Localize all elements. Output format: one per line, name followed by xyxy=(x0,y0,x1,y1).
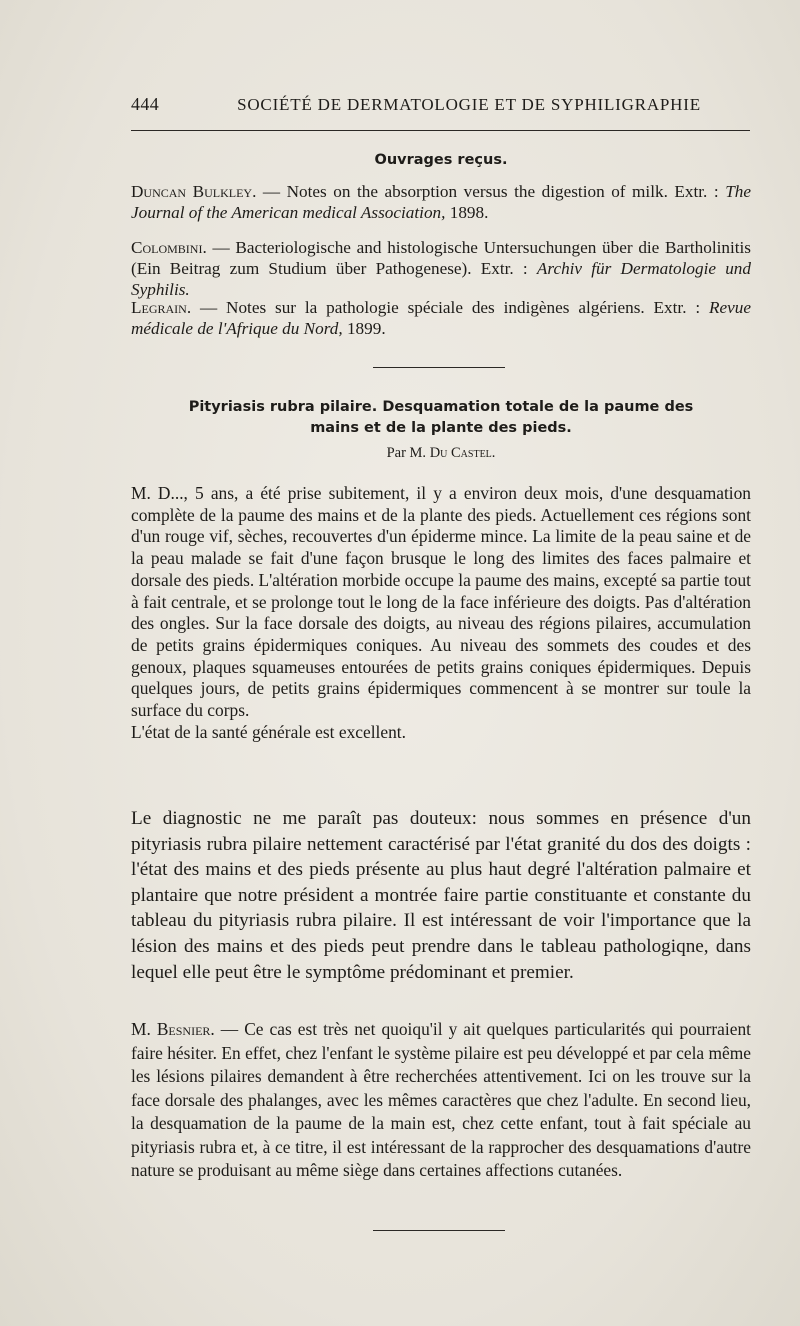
diagnosis-discussion xyxy=(131,806,751,985)
reference-entry xyxy=(131,297,751,339)
running-header xyxy=(131,94,751,115)
reference-author: Colombini. xyxy=(131,238,207,257)
article-title-line: mains et de la plante des pieds. xyxy=(310,420,572,436)
reference-journal: Archiv für Dermatologie und Syphilis. xyxy=(131,259,751,299)
speaker-name: Besnier. xyxy=(156,1019,215,1039)
reference-author: Duncan Bulkley. xyxy=(131,182,257,201)
paragraph xyxy=(131,1018,751,1183)
section-divider xyxy=(373,367,505,368)
reference-tail: 1898. xyxy=(445,203,489,222)
reference-journal: Revue médicale de l'Afrique du Nord, xyxy=(131,298,751,338)
case-report xyxy=(131,483,751,743)
reference-entry xyxy=(131,181,751,223)
reference-text: — Notes on the absorption versus the digestion of milk. Extr. : xyxy=(256,182,726,201)
article-title-line: Pityriasis rubra pilaire. Desquamation totale de la paume des xyxy=(188,399,694,415)
paragraph: Le diagnostic ne me paraît pas douteux: nous sommes en présence d'un pityriasis rubra pilaire nettement caractérisé par l'état granité du dos des doigts : l'état des mains et des pieds présente au plus haut degré l'altération palmaire et plantaire que notre président a montrée faire partie constituante et constante du tableau du pityriasis rubra pilaire. Il est intéressant de voir l'importance que la lésion des mains et des pieds peut prendre dans le tableau pathologiqne, dans lequel elle peut être le symptôme prédominant et premier. xyxy=(131,808,751,983)
reference-tail: 1899. xyxy=(342,319,386,338)
paragraph: M. D..., 5 ans, a été prise subitement, il y a environ deux mois, d'une desquamation complète de la paume des mains et de la plante des pieds. Actuellement ces régions sont d'un rouge vif, sèches, recouvertes d'un épiderme mince. La limite de la peau saine et de la peau malade se fait d'une façon brusque le long des limites des faces palmaire et dorsale des pieds. L'altération morbide occupe la paume des mains, excepté sa partie tout à fait centrale, et se prolonge tout le long de la face inférieure des doigts. Pas d'altération des ongles. Sur la face dorsale des doigts, au niveau des régions pilaires, accumulation de petits grains épidermiques coniques. Au niveau des sommets des coudes et des genoux, plaques squameuses entourées de petits grains coniques épidermiques. Depuis quelques jours, de petits grains épidermiques commencent à se montrer sur toule la surface du corps. xyxy=(131,483,751,721)
article-byline xyxy=(131,445,751,462)
byline-prefix: Par M. xyxy=(386,445,430,461)
reference-text: — Bacteriologische and histologische Untersuchungen über die Bartholinitis (Ein Beitrag zum Studium über Pathogenese). Extr. : xyxy=(131,238,751,278)
reference-entry xyxy=(131,237,751,300)
reference-author: Legrain. xyxy=(131,298,192,317)
comment-text: — Ce cas est très net quoiqu'il y ait quelques particularités qui pourraient faire hésiter. En effet, chez l'enfant le système pilaire est peu développé et par cela même les lésions pilaires demandent à être recherchées attentivement. Ici on les trouve sur la face dorsale des phalanges, avec les mêmes caractères que chez l'adulte. En second lieu, la desquamation de la paume de la main est, chez cette enfant, tout à fait spéciale au pityriasis rubra et, à ce titre, il est intéressant de la rapprocher des desquamations d'autre nature se produisant au même siège dans certaines affections cutanées. xyxy=(131,1019,751,1180)
reference-text: — Notes sur la pathologie spéciale des indigènes algériens. Extr. : xyxy=(191,298,710,317)
besnier-comment xyxy=(131,1018,751,1183)
running-title: SOCIÉTÉ DE DERMATOLOGIE ET DE SYPHILIGRAPHIE xyxy=(237,95,701,114)
section-title: Ouvrages reçus. xyxy=(374,152,508,168)
paragraph: L'état de la santé générale est excellent. xyxy=(131,721,406,742)
end-divider xyxy=(373,1230,505,1231)
byline-author: Du Castel. xyxy=(429,445,496,461)
page-number: 444 xyxy=(131,94,160,114)
article-title xyxy=(131,397,751,439)
reference-journal: The Journal of the American medical Association, xyxy=(131,182,751,222)
header-rule xyxy=(131,130,750,131)
speaker-prefix: M. xyxy=(131,1019,157,1039)
